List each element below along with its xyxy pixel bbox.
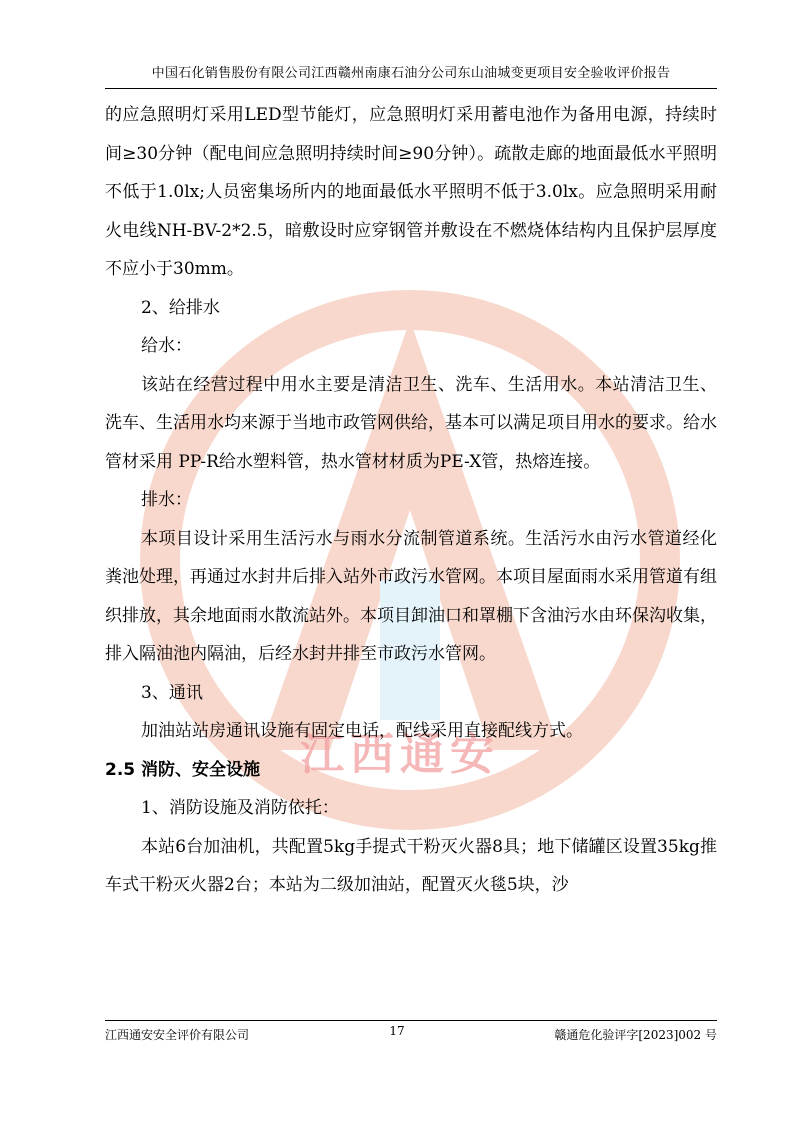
- document-body: [105, 96, 717, 905]
- subheading-drainage: 排水：: [141, 490, 192, 510]
- header-divider: [105, 88, 717, 89]
- footer-company: 江西通安安全评价有限公司: [105, 1028, 250, 1042]
- subheading-water: 2、给排水: [141, 297, 220, 318]
- footer-divider: [105, 1020, 717, 1021]
- section-heading: 2.5 消防、安全设施: [105, 759, 261, 780]
- page-header: 中国石化销售股份有限公司江西赣州南康石油分公司东山油城变更项目安全验收评价报告: [151, 66, 671, 81]
- paragraph: 该站在经营过程中用水主要是清洁卫生、洗车、生活用水。本站清洁卫生、洗车、生活用水均来源于当地市政管网供给，基本可以满足项目用水的要求。给水管材采用 PP-R给水塑料管，热水管材材质为PE-X管，热熔连接。: [105, 374, 717, 472]
- page-number: 17: [389, 1024, 405, 1038]
- list-item: 1、消防设施及消防依托：: [141, 798, 339, 818]
- paragraph: 的应急照明灯采用LED型节能灯，应急照明灯采用蓄电池作为备用电源，持续时间≥30分钟（配电间应急照明持续时间≥90分钟）。疏散走廊的地面最低水平照明不低于1.0lx;人员密集场所内的地面最低水平照明不低于3.0lx。应急照明采用耐火电线NH-BV-2*2.5，暗敷设时应穿钢管并敷设在不燃烧体结构内且保护层厚度不应小于30mm。: [105, 105, 717, 279]
- paragraph: 本项目设计采用生活污水与雨水分流制管道系统。生活污水由污水管道经化粪池处理，再通过水封井后排入站外市政污水管网。本项目屋面雨水采用管道有组织排放，其余地面雨水散流站外。本项目卸油口和罩棚下含油污水由环保沟收集，排入隔油池内隔油，后经水封井排至市政污水管网。: [105, 528, 717, 664]
- paragraph: 加油站站房通讯设施有固定电话，配线采用直接配线方式。: [141, 721, 583, 741]
- subheading-water-supply: 给水：: [141, 336, 192, 356]
- footer-report-number: 赣通危化验评字[2023]002 号: [554, 1028, 717, 1042]
- paragraph: 本站6台加油机，共配置5kg手提式干粉灭火器8具；地下储罐区设置35kg推车式干粉灭火器2台；本站为二级加油站，配置灭火毯5块，沙: [105, 836, 717, 895]
- watermark-text: 江西通安: [300, 729, 500, 780]
- subheading-communication: 3、通讯: [141, 682, 203, 703]
